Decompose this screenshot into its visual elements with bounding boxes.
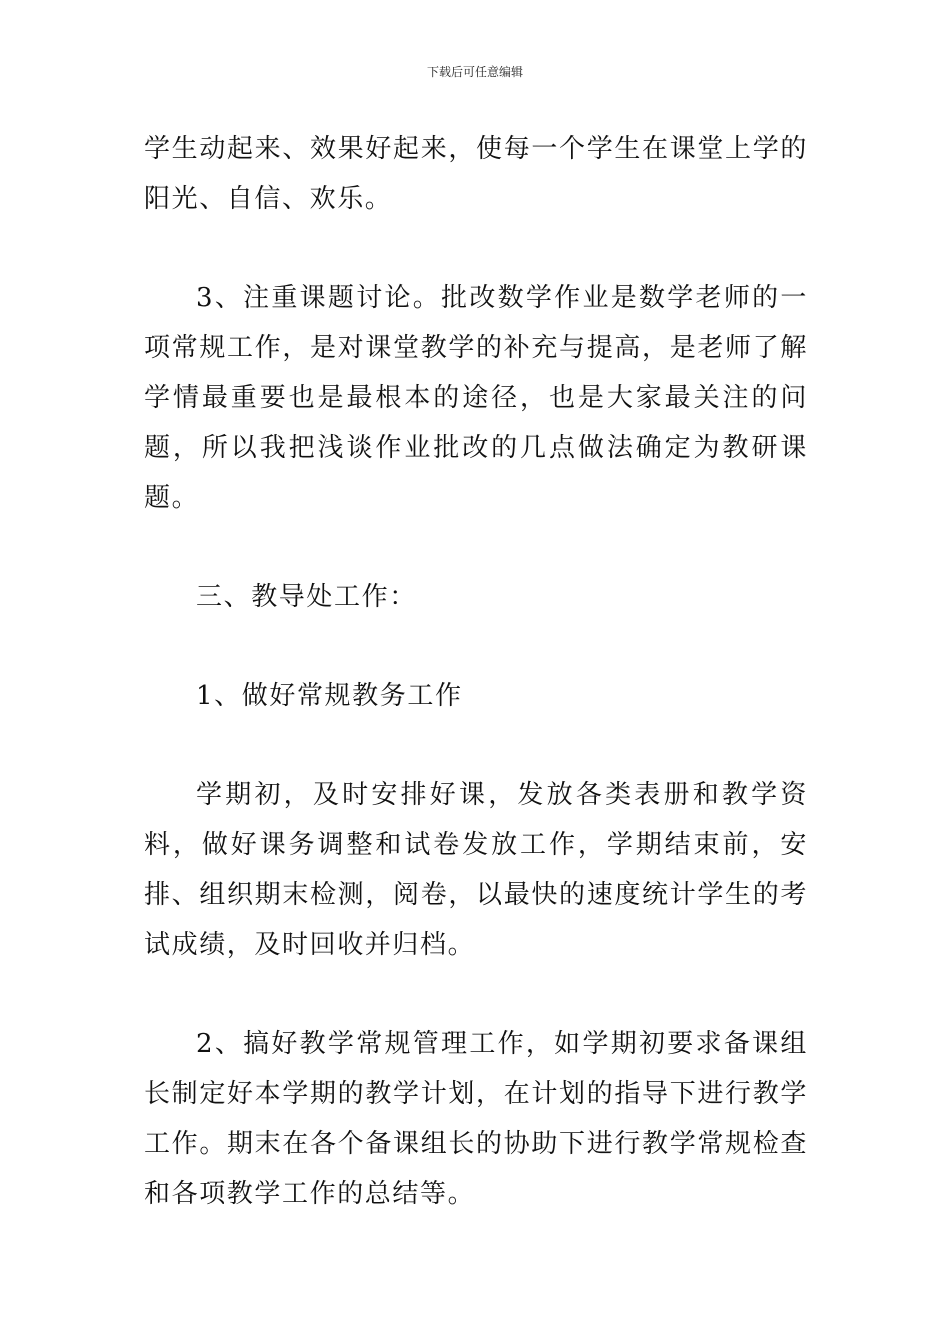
paragraph-gap — [144, 721, 808, 770]
paragraph-gap — [144, 224, 808, 273]
page-header-note: 下载后可任意编辑 — [426, 65, 523, 79]
subheading-routine-affairs: 1、做好常规教务工作 — [196, 681, 463, 711]
paragraph-teaching-management: 2、搞好教学常规管理工作，如学期初要求备课组长制定好本学期的教学计划，在计划的指导下进行教学工作。期末在各个备课组长的协助下进行教学常规检查和各项教学工作的总结等。 — [144, 1029, 808, 1209]
document-body — [144, 124, 808, 1219]
paragraph-gap — [144, 523, 808, 572]
paragraph-continuation: 学生动起来、效果好起来，使每一个学生在课堂上学的阳光、自信、欢乐。 — [144, 134, 808, 214]
paragraph-semester-tasks: 学期初，及时安排好课，发放各类表册和教学资料，做好课务调整和试卷发放工作，学期结束前，安排、组织期末检测，阅卷，以最快的速度统计学生的考试成绩，及时回收并归档。 — [144, 780, 808, 960]
paragraph-gap — [144, 970, 808, 1019]
paragraph-gap — [144, 622, 808, 671]
section-heading-office-work: 三、教导处工作： — [196, 582, 417, 612]
paragraph-topic-discussion: 3、注重课题讨论。批改数学作业是数学老师的一项常规工作，是对课堂教学的补充与提高，是老师了解学情最重要也是最根本的途径，也是大家最关注的问题，所以我把浅谈作业批改的几点做法确定为教研课题。 — [144, 283, 808, 513]
